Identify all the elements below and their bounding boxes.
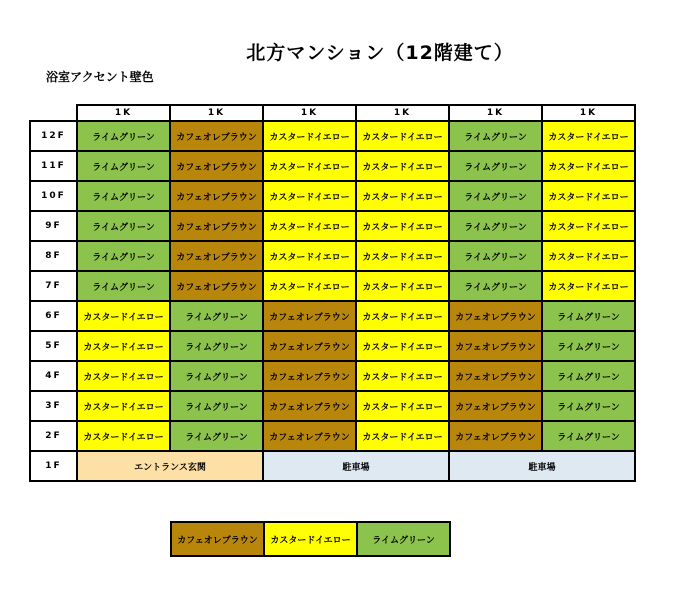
unit-color-cell: ライムグリーン <box>77 241 170 271</box>
legend-item-lime-green: ライムグリーン <box>357 522 450 556</box>
floor-label: 12F <box>30 121 77 151</box>
unit-color-cell: カスタードイエロー <box>263 181 356 211</box>
floor-row <box>30 151 635 181</box>
unit-color-cell: ライムグリーン <box>449 211 542 241</box>
unit-color-cell: カフェオレブラウン <box>263 391 356 421</box>
unit-header-row <box>30 105 635 121</box>
floor-row <box>30 241 635 271</box>
ground-floor-row <box>30 451 635 481</box>
unit-color-cell: カスタードイエロー <box>542 121 635 151</box>
unit-color-cell: カスタードイエロー <box>77 331 170 361</box>
unit-color-cell: ライムグリーン <box>77 121 170 151</box>
unit-color-cell: ライムグリーン <box>449 181 542 211</box>
floor-label: 5F <box>30 331 77 361</box>
color-grid-table <box>29 104 636 482</box>
floor-label: 9F <box>30 211 77 241</box>
unit-color-cell: カスタードイエロー <box>77 391 170 421</box>
legend-item-cafe-au-lait-brown: カフェオレブラウン <box>171 522 264 556</box>
unit-color-cell: カスタードイエロー <box>263 271 356 301</box>
unit-header: 1K <box>77 105 170 121</box>
legend-item-custard-yellow: カスタードイエロー <box>264 522 357 556</box>
unit-color-cell: ライムグリーン <box>542 361 635 391</box>
unit-color-cell: カフェオレブラウン <box>263 301 356 331</box>
entrance-cell: エントランス玄関 <box>77 451 263 481</box>
unit-color-cell: カフェオレブラウン <box>263 361 356 391</box>
floor-row <box>30 211 635 241</box>
floor-label: 8F <box>30 241 77 271</box>
unit-color-cell: カフェオレブラウン <box>170 211 263 241</box>
floor-row <box>30 361 635 391</box>
corner-cell <box>30 105 77 121</box>
floor-row <box>30 331 635 361</box>
unit-color-cell: カスタードイエロー <box>263 121 356 151</box>
floor-label: 11F <box>30 151 77 181</box>
unit-color-cell: カフェオレブラウン <box>449 391 542 421</box>
unit-color-cell: ライムグリーン <box>542 421 635 451</box>
floor-row <box>30 271 635 301</box>
legend-row <box>171 522 450 556</box>
unit-header: 1K <box>356 105 449 121</box>
unit-color-cell: カスタードイエロー <box>263 241 356 271</box>
unit-color-cell: カスタードイエロー <box>542 181 635 211</box>
floor-label: 6F <box>30 301 77 331</box>
floor-label: 2F <box>30 421 77 451</box>
unit-header: 1K <box>263 105 356 121</box>
unit-color-cell: ライムグリーン <box>170 391 263 421</box>
floor-row <box>30 121 635 151</box>
floor-label: 3F <box>30 391 77 421</box>
unit-color-cell: カスタードイエロー <box>263 151 356 181</box>
unit-color-cell: ライムグリーン <box>170 301 263 331</box>
unit-color-cell: ライムグリーン <box>542 391 635 421</box>
unit-color-cell: カフェオレブラウン <box>263 421 356 451</box>
floor-row <box>30 391 635 421</box>
unit-color-cell: カスタードイエロー <box>77 421 170 451</box>
floor-label: 10F <box>30 181 77 211</box>
unit-color-cell: カスタードイエロー <box>356 211 449 241</box>
unit-color-cell: カスタードイエロー <box>542 151 635 181</box>
unit-color-cell: カスタードイエロー <box>356 421 449 451</box>
unit-color-cell: カフェオレブラウン <box>449 421 542 451</box>
floor-label: 4F <box>30 361 77 391</box>
unit-color-cell: カスタードイエロー <box>356 331 449 361</box>
unit-color-cell: カフェオレブラウン <box>170 181 263 211</box>
unit-color-cell: カフェオレブラウン <box>170 241 263 271</box>
unit-color-cell: ライムグリーン <box>77 211 170 241</box>
floor-row <box>30 301 635 331</box>
unit-color-cell: ライムグリーン <box>170 331 263 361</box>
unit-color-cell: カスタードイエロー <box>356 271 449 301</box>
unit-color-cell: カフェオレブラウン <box>449 301 542 331</box>
unit-color-cell: カスタードイエロー <box>356 241 449 271</box>
color-legend <box>170 521 451 557</box>
unit-color-cell: ライムグリーン <box>170 361 263 391</box>
floor-label: 7F <box>30 271 77 301</box>
unit-color-cell: ライムグリーン <box>449 241 542 271</box>
unit-color-cell: カスタードイエロー <box>356 391 449 421</box>
unit-color-cell: カスタードイエロー <box>542 241 635 271</box>
page-subtitle: 浴室アクセント壁色 <box>46 70 154 84</box>
unit-color-cell: カフェオレブラウン <box>449 361 542 391</box>
unit-color-cell: カスタードイエロー <box>263 211 356 241</box>
unit-header: 1K <box>542 105 635 121</box>
unit-header: 1K <box>170 105 263 121</box>
unit-color-cell: ライムグリーン <box>449 151 542 181</box>
unit-color-cell: カスタードイエロー <box>77 361 170 391</box>
floor-row <box>30 421 635 451</box>
unit-color-cell: カスタードイエロー <box>356 301 449 331</box>
unit-color-cell: カスタードイエロー <box>542 271 635 301</box>
unit-color-cell: ライムグリーン <box>170 421 263 451</box>
unit-color-cell: ライムグリーン <box>449 271 542 301</box>
unit-color-cell: カスタードイエロー <box>356 181 449 211</box>
floor-row <box>30 181 635 211</box>
page-title: 北方マンション（12階建て） <box>246 42 514 64</box>
unit-color-cell: ライムグリーン <box>449 121 542 151</box>
unit-color-cell: ライムグリーン <box>542 301 635 331</box>
unit-color-cell: カスタードイエロー <box>356 151 449 181</box>
unit-color-cell: ライムグリーン <box>77 181 170 211</box>
unit-color-cell: カフェオレブラウン <box>263 331 356 361</box>
unit-color-cell: ライムグリーン <box>77 151 170 181</box>
unit-color-cell: ライムグリーン <box>542 331 635 361</box>
unit-color-cell: カスタードイエロー <box>77 301 170 331</box>
unit-color-cell: カフェオレブラウン <box>170 121 263 151</box>
parking-cell: 駐車場 <box>449 451 635 481</box>
unit-header: 1K <box>449 105 542 121</box>
color-grid-body <box>30 105 635 481</box>
unit-color-cell: カスタードイエロー <box>356 121 449 151</box>
unit-color-cell: カフェオレブラウン <box>449 331 542 361</box>
unit-color-cell: カスタードイエロー <box>356 361 449 391</box>
unit-color-cell: カスタードイエロー <box>542 211 635 241</box>
unit-color-cell: カフェオレブラウン <box>170 271 263 301</box>
unit-color-cell: カフェオレブラウン <box>170 151 263 181</box>
parking-cell: 駐車場 <box>263 451 449 481</box>
floor-label: 1F <box>30 451 77 481</box>
unit-color-cell: ライムグリーン <box>77 271 170 301</box>
